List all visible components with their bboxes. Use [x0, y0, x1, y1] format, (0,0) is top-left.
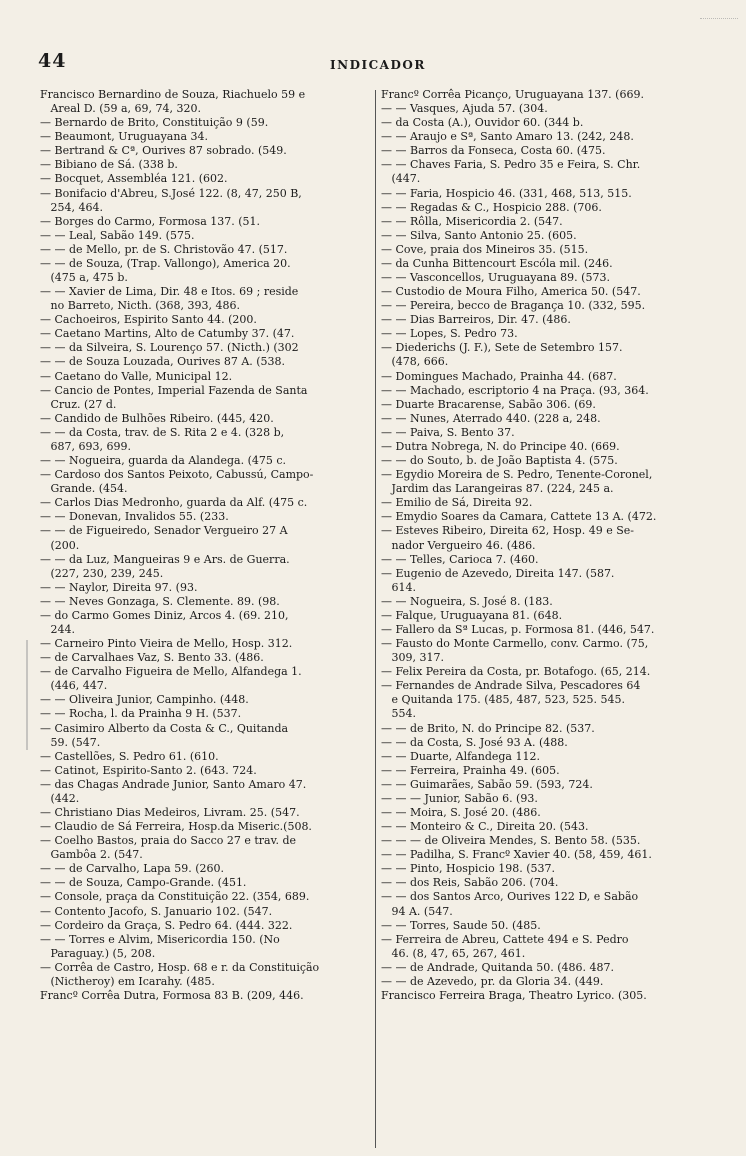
directory-entry-line: — — de Azevedo, pr. da Gloria 34. (449.	[381, 974, 604, 988]
directory-entry-line: — — Nogueira, S. José 8. (183.	[381, 594, 553, 608]
running-head: INDICADOR	[330, 58, 426, 72]
directory-entry-line: — — — Junior, Sabão 6. (93.	[381, 791, 538, 805]
directory-entry-line: Areal D. (59 a, 69, 74, 320.	[40, 102, 202, 116]
directory-entry-line: — — Neves Gonzaga, S. Clemente. 89. (98.	[40, 594, 280, 608]
directory-entry-line: — — Torres e Alvim, Misericordia 150. (No	[40, 932, 280, 946]
directory-entry-line: — — Vasconcellos, Uruguayana 89. (573.	[381, 271, 610, 285]
directory-entry-line: 244.	[40, 622, 75, 636]
directory-entry-line: Cruz. (27 d.	[40, 397, 117, 411]
directory-entry-line: — Fernandes de Andrade Silva, Pescadores 64	[381, 679, 641, 693]
directory-entry-line: — Christiano Dias Medeiros, Livram. 25. (547.	[40, 805, 300, 819]
directory-entry-line: — — Barros da Fonseca, Costa 60. (475.	[381, 144, 606, 158]
directory-entry-line: — da Costa (A.), Ouvidor 60. (344 b.	[381, 116, 584, 130]
directory-entry-line: — Dutra Nobrega, N. do Principe 40. (669.	[381, 439, 620, 453]
directory-entry-line: — Cardoso dos Santos Peixoto, Cabussú, Campo-	[40, 468, 314, 482]
directory-entry-line: — — Donevan, Invalidos 55. (233.	[40, 510, 229, 524]
column-divider	[375, 90, 376, 1148]
directory-entry-line: — — Telles, Carioca 7. (460.	[381, 552, 539, 566]
directory-entry-line: — Caetano Martins, Alto de Catumby 37. (47.	[40, 327, 295, 341]
directory-entry-line: — Caetano do Valle, Municipal 12.	[40, 369, 233, 383]
directory-entry-line: — — Monteiro & C., Direita 20. (543.	[381, 820, 589, 834]
directory-entry-line: — — Silva, Santo Antonio 25. (605.	[381, 228, 577, 242]
directory-entry-line: Gambôa 2. (547.	[40, 848, 143, 862]
directory-entry-line: — Beaumont, Uruguayana 34.	[40, 130, 208, 144]
directory-entry-line: — — de Andrade, Quitanda 50. (486. 487.	[381, 960, 615, 974]
directory-entry-line: — Candido de Bulhões Ribeiro. (445, 420.	[40, 411, 274, 425]
directory-entry-line: (227, 230, 239, 245.	[40, 566, 164, 580]
directory-entry-line: no Barreto, Nicth. (368, 393, 486.	[40, 299, 240, 313]
directory-entry-line: — Custodio de Moura Filho, America 50. (547.	[381, 285, 641, 299]
directory-entry-line: — — de Souza, Campo-Grande. (451.	[40, 876, 247, 890]
directory-entry-line: 94 A. (547.	[381, 904, 453, 918]
directory-entry-line: — de Carvalhaes Vaz, S. Bento 33. (486.	[40, 651, 264, 665]
directory-entry-line: — — Machado, escriptorio 4 na Praça. (93, 364.	[381, 383, 649, 397]
directory-entry-line: Francº Corrêa Dutra, Formosa 83 B. (209, 446.	[40, 989, 304, 1002]
directory-entry-line: (447.	[381, 172, 421, 186]
directory-entry-line: — — Padilha, S. Francº Xavier 40. (58, 459, 461.	[381, 848, 652, 862]
directory-entry-line: — — Moira, S. José 20. (486.	[381, 805, 541, 819]
directory-entry-line: — Diederichs (J. F.), Sete de Setembro 157.	[381, 341, 623, 355]
directory-entry-line: — Emydio Soares da Camara, Cattete 13 A. (472.	[381, 510, 657, 524]
directory-entry-line: — Corrêa de Castro, Hosp. 68 e r. da Constituição	[40, 960, 320, 974]
directory-entry-line: — Duarte Bracarense, Sabão 306. (69.	[381, 397, 596, 411]
directory-entry-line: — — Duarte, Alfandega 112.	[381, 749, 540, 763]
directory-entry-line: — Console, praça da Constituição 22. (354, 689.	[40, 890, 310, 904]
directory-entry-line: — — Araujo e Sª, Santo Amaro 13. (242, 248.	[381, 130, 634, 144]
directory-entry-line: — — Nogueira, guarda da Alandega. (475 c.	[40, 454, 287, 468]
directory-entry-line: — — Dias Barreiros, Dir. 47. (486.	[381, 313, 571, 327]
directory-entry-line: — — de Souza, (Trap. Vallongo), America 20.	[40, 256, 291, 270]
directory-entry-line: — — da Silveira, S. Lourenço 57. (Nicth.) (302	[40, 341, 299, 355]
directory-entry-line: Francisco Bernardino de Souza, Riachuelo 59 e	[40, 88, 306, 101]
directory-entry-line: — — de Figueiredo, Senador Vergueiro 27 A	[40, 524, 288, 538]
directory-entry-line: — — Naylor, Direita 97. (93.	[40, 580, 198, 594]
directory-entry-line: — Coelho Bastos, praia do Sacco 27 e trav. de	[40, 834, 297, 848]
directory-entry-line: — Contento Jacofo, S. Januario 102. (547.	[40, 904, 273, 918]
directory-entry-line: — — Ferreira, Prainha 49. (605.	[381, 763, 560, 777]
directory-entry-line: — — Leal, Sabão 149. (575.	[40, 228, 195, 242]
directory-entry-line: — Borges do Carmo, Formosa 137. (51.	[40, 214, 261, 228]
directory-entry-line: Jardim das Larangeiras 87. (224, 245 a.	[381, 482, 614, 496]
right-column	[381, 88, 705, 1003]
directory-entry-line: nador Vergueiro 46. (486.	[381, 538, 536, 552]
directory-entry-line: — Ferreira de Abreu, Cattete 494 e S. Pedro	[381, 932, 629, 946]
directory-entry-line: — Castellões, S. Pedro 61. (610.	[40, 749, 219, 763]
directory-entry-line: — — Lopes, S. Pedro 73.	[381, 327, 518, 341]
directory-entry-line: Francº Corrêa Picanço, Uruguayana 137. (669.	[381, 88, 644, 101]
directory-entry-line: — — Vasques, Ajuda 57. (304.	[381, 102, 548, 116]
directory-entry-line: — Domingues Machado, Prainha 44. (687.	[381, 369, 617, 383]
directory-entry-line: — — Rocha, l. da Prainha 9 H. (537.	[40, 707, 242, 721]
directory-entry-line: — Bertrand & Cª, Ourives 87 sobrado. (549.	[40, 144, 287, 158]
directory-entry-line: 614.	[381, 580, 416, 594]
directory-entry-line: — — Chaves Faria, S. Pedro 35 e Feira, S. Chr.	[381, 158, 641, 172]
directory-entry-line: — Cachoeiros, Espirito Santo 44. (200.	[40, 313, 257, 327]
directory-entry-line: 254, 464.	[40, 200, 103, 214]
left-column	[40, 88, 372, 1003]
page-number: 44	[38, 50, 67, 72]
directory-entry-line: — — de Carvalho, Lapa 59. (260.	[40, 862, 224, 876]
directory-entry-line: 46. (8, 47, 65, 267, 461.	[381, 946, 526, 960]
directory-entry-line: — — Paiva, S. Bento 37.	[381, 425, 515, 439]
directory-entry-line: — — de Souza Louzada, Ourives 87 A. (538.	[40, 355, 286, 369]
directory-entry-line: — — da Luz, Mangueiras 9 e Ars. de Guerra.	[40, 552, 290, 566]
directory-entry-line: — Emilio de Sá, Direita 92.	[381, 496, 533, 510]
directory-entry-line: — — dos Santos Arco, Ourives 122 D, e Sabão	[381, 890, 639, 904]
directory-entry-line: — — de Mello, pr. de S. Christovão 47. (517.	[40, 242, 288, 256]
directory-entry-line: — Felix Pereira da Costa, pr. Botafogo. (65, 214.	[381, 665, 651, 679]
binding-edge-mark	[4, 640, 28, 750]
directory-entry-line: — — Torres, Saude 50. (485.	[381, 918, 541, 932]
directory-entry-line: Grande. (454.	[40, 482, 128, 496]
directory-entry-line: e Quitanda 175. (485, 487, 523, 525. 545.	[381, 693, 626, 707]
directory-entry-line: — — Pinto, Hospicio 198. (537.	[381, 862, 556, 876]
directory-entry-line: — Cordeiro da Graça, S. Pedro 64. (444. 322.	[40, 918, 293, 932]
directory-entry-line: 687, 693, 699.	[40, 439, 131, 453]
directory-entry-line: — Casimiro Alberto da Costa & C., Quitanda	[40, 721, 289, 735]
directory-entry-line: 309, 317.	[381, 651, 444, 665]
directory-entry-line: Paraguay.) (5, 208.	[40, 946, 156, 960]
directory-entry-line: (442.	[40, 791, 80, 805]
directory-entry-line: — Carlos Dias Medronho, guarda da Alf. (475 c.	[40, 496, 308, 510]
directory-entry-line: — — Nunes, Aterrado 440. (228 a, 248.	[381, 411, 601, 425]
directory-entry-line: — — Faria, Hospicio 46. (331, 468, 513, 515.	[381, 186, 632, 200]
corner-mark	[700, 6, 738, 19]
directory-entry-line: (446, 447.	[40, 679, 108, 693]
directory-entry-line: (478, 666.	[381, 355, 449, 369]
directory-entry-line: 59. (547.	[40, 735, 101, 749]
directory-entry-line: — — do Souto, b. de João Baptista 4. (575.	[381, 454, 618, 468]
directory-entry-line: — Cove, praia dos Mineiros 35. (515.	[381, 242, 589, 256]
directory-entry-line: — Egydio Moreira de S. Pedro, Tenente-Coronel,	[381, 468, 653, 482]
directory-entry-line: — — Xavier de Lima, Dir. 48 e Itos. 69 ; reside	[40, 285, 299, 299]
directory-entry-line: — Bocquet, Assembléa 121. (602.	[40, 172, 228, 186]
directory-entry-line: (Nictheroy) em Icarahy. (485.	[40, 974, 215, 988]
directory-entry-line: — Eugenio de Azevedo, Direita 147. (587.	[381, 566, 615, 580]
directory-entry-line: — das Chagas Andrade Junior, Santo Amaro 47.	[40, 777, 307, 791]
directory-entry-line: — Bibiano de Sá. (338 b.	[40, 158, 178, 172]
directory-entry-line: 554.	[381, 707, 416, 721]
directory-entry-line: — — da Costa, S. José 93 A. (488.	[381, 735, 568, 749]
directory-entry-line: — — de Brito, N. do Principe 82. (537.	[381, 721, 595, 735]
directory-entry-line: — de Carvalho Figueira de Mello, Alfandega 1.	[40, 665, 302, 679]
directory-entry-line: — do Carmo Gomes Diniz, Arcos 4. (69. 210,	[40, 608, 289, 622]
directory-entry-line: — — da Costa, trav. de S. Rita 2 e 4. (328 b,	[40, 425, 285, 439]
directory-entry-line: — — Oliveira Junior, Campinho. (448.	[40, 693, 249, 707]
directory-entry-line: — Esteves Ribeiro, Direita 62, Hosp. 49 e Se-	[381, 524, 634, 538]
directory-entry-line: — Fausto do Monte Carmello, conv. Carmo. (75,	[381, 637, 649, 651]
directory-entry-line: — Bonifacio d'Abreu, S.José 122. (8, 47, 250 B,	[40, 186, 302, 200]
directory-entry-line: — Catinot, Espirito-Santo 2. (643. 724.	[40, 763, 257, 777]
directory-entry-line: — — Guimarães, Sabão 59. (593, 724.	[381, 777, 593, 791]
directory-entry-line: (475 a, 475 b.	[40, 271, 128, 285]
directory-entry-line: — — dos Reis, Sabão 206. (704.	[381, 876, 559, 890]
directory-entry-line: — Claudio de Sá Ferreira, Hosp.da Miseric.(508.	[40, 820, 312, 834]
directory-entry-line: — Fallero da Sª Lucas, p. Formosa 81. (446, 547.	[381, 622, 655, 636]
directory-entry-line: — Bernardo de Brito, Constituição 9 (59.	[40, 116, 269, 130]
directory-entry-line: Francisco Ferreira Braga, Theatro Lyrico. (305.	[381, 989, 647, 1002]
directory-entry-line: — da Cunha Bittencourt Escóla mil. (246.	[381, 256, 613, 270]
directory-entry-line: — — Rôlla, Misericordia 2. (547.	[381, 214, 563, 228]
directory-entry-line: — — — de Oliveira Mendes, S. Bento 58. (535.	[381, 834, 641, 848]
directory-entry-line: — Carneiro Pinto Vieira de Mello, Hosp. 312.	[40, 637, 293, 651]
directory-entry-line: — Cancio de Pontes, Imperial Fazenda de Santa	[40, 383, 308, 397]
directory-entry-line: (200.	[40, 538, 80, 552]
directory-entry-line: — — Pereira, becco de Bragança 10. (332, 595.	[381, 299, 646, 313]
directory-entry-line: — — Regadas & C., Hospicio 288. (706.	[381, 200, 602, 214]
directory-entry-line: — Falque, Uruguayana 81. (648.	[381, 608, 563, 622]
